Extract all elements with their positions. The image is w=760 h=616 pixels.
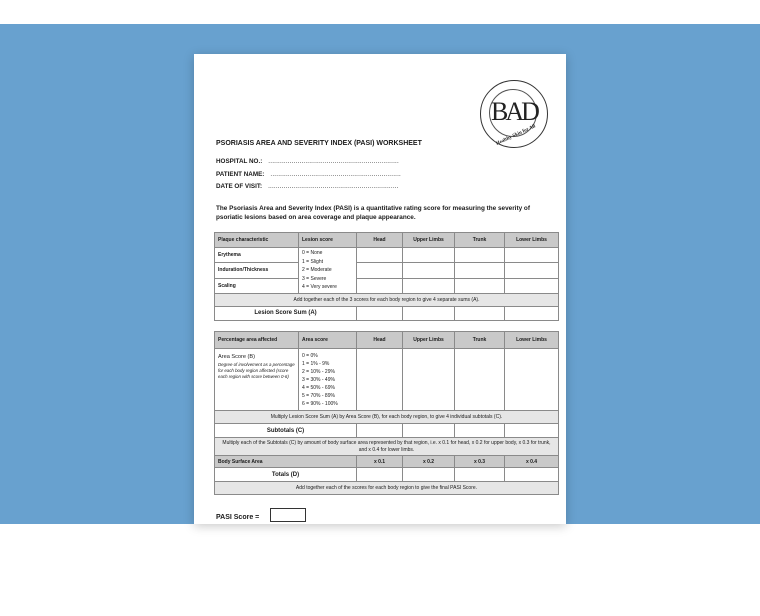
- sum-upper-limbs-cell[interactable]: [403, 306, 455, 320]
- erythema-label: Erythema: [215, 248, 299, 263]
- erythema-upper-limbs-cell[interactable]: [403, 248, 455, 263]
- date-of-visit-field[interactable]: [216, 183, 399, 190]
- area-score-table: [214, 331, 559, 495]
- head-header-2: Head: [357, 332, 403, 349]
- lesion-score-1: 1 = Slight: [302, 258, 323, 265]
- area-trunk-cell[interactable]: [455, 349, 505, 411]
- final-instruction: Add together each of the scores for each body region to give the final PASI Score.: [215, 482, 559, 495]
- bad-logo: [480, 80, 548, 148]
- area-score-description: [215, 349, 299, 411]
- patient-name-dots: ...................................................................: [270, 171, 402, 178]
- worksheet-title: PSORIASIS AREA AND SEVERITY INDEX (PASI) WORKSHEET: [216, 140, 422, 147]
- area-score-title: Area Score (B): [218, 354, 255, 360]
- pasi-score-box[interactable]: [270, 508, 306, 522]
- date-of-visit-dots: ...................................................................: [268, 183, 399, 190]
- area-lower-limbs-cell[interactable]: [505, 349, 559, 411]
- trunk-header-2: Trunk: [455, 332, 505, 349]
- scaling-upper-limbs-cell[interactable]: [403, 278, 455, 293]
- induration-label: Induration/Thickness: [215, 263, 299, 278]
- area-score-desc-text: Degree of involvement as a percentage for each body region affected (score each region with score between 0-6): [218, 362, 295, 379]
- lower-limbs-header: Lower Limbs: [505, 233, 559, 248]
- subtotal-upper-limbs-cell[interactable]: [403, 424, 455, 438]
- bsa-lower-limbs: x 0.4: [505, 456, 559, 468]
- upper-limbs-header: Upper Limbs: [403, 233, 455, 248]
- induration-upper-limbs-cell[interactable]: [403, 263, 455, 278]
- patient-name-label: PATIENT NAME:: [216, 171, 265, 178]
- area-score-key: [299, 349, 357, 411]
- area-score-4: 4 = 50% - 69%: [302, 384, 335, 391]
- upper-limbs-header-2: Upper Limbs: [403, 332, 455, 349]
- subtotal-lower-limbs-cell[interactable]: [505, 424, 559, 438]
- total-upper-limbs-cell[interactable]: [403, 468, 455, 482]
- scaling-lower-limbs-cell[interactable]: [505, 278, 559, 293]
- induration-head-cell[interactable]: [357, 263, 403, 278]
- bsa-instruction: Multiply each of the Subtotals (C) by amount of body surface area represented by that region, i.e. x 0.1 for head, x 0.2 for upper body, x 0.3 for trunk, and x 0.4 for lower limbs.: [215, 438, 559, 456]
- lesion-score-2: 2 = Moderate: [302, 267, 332, 274]
- area-head-cell[interactable]: [357, 349, 403, 411]
- lesion-score-header: Lesion score: [299, 233, 357, 248]
- intro-paragraph: The Psoriasis Area and Severity Index (PASI) is a quantitative rating score for measuring the severity of psoriatic lesions based on area coverage and plaque appearance.: [216, 205, 530, 221]
- date-of-visit-label: DATE OF VISIT:: [216, 183, 263, 190]
- erythema-lower-limbs-cell[interactable]: [505, 248, 559, 263]
- bsa-upper-limbs: x 0.2: [403, 456, 455, 468]
- totals-label: Totals (D): [215, 468, 357, 482]
- pasi-score-label: PASI Score =: [216, 514, 260, 521]
- hospital-no-label: HOSPITAL NO.:: [216, 158, 263, 165]
- plaque-characteristic-header: Plaque characteristic: [215, 233, 299, 248]
- induration-trunk-cell[interactable]: [455, 263, 505, 278]
- area-score-6: 6 = 90% - 100%: [302, 400, 338, 407]
- area-score-5: 5 = 70% - 89%: [302, 392, 335, 399]
- sum-lower-limbs-cell[interactable]: [505, 306, 559, 320]
- area-upper-limbs-cell[interactable]: [403, 349, 455, 411]
- scaling-trunk-cell[interactable]: [455, 278, 505, 293]
- subtotal-trunk-cell[interactable]: [455, 424, 505, 438]
- logo-monogram: BAD: [491, 97, 537, 126]
- sum-head-cell[interactable]: [357, 306, 403, 320]
- total-lower-limbs-cell[interactable]: [505, 468, 559, 482]
- scaling-label: Scaling: [215, 278, 299, 293]
- lesion-score-4: 4 = Very severe: [302, 284, 337, 291]
- bsa-label: Body Surface Area: [215, 456, 357, 468]
- multiply-instruction: Multiply Lesion Score Sum (A) by Area Score (B), for each body region, to give 4 individual subtotals (C).: [215, 411, 559, 424]
- sum-trunk-cell[interactable]: [455, 306, 505, 320]
- total-trunk-cell[interactable]: [455, 468, 505, 482]
- bsa-head: x 0.1: [357, 456, 403, 468]
- bsa-trunk: x 0.3: [455, 456, 505, 468]
- induration-lower-limbs-cell[interactable]: [505, 263, 559, 278]
- lesion-score-table: [214, 232, 559, 321]
- lesion-score-key: [299, 248, 357, 294]
- subtotal-head-cell[interactable]: [357, 424, 403, 438]
- area-score-header: Area score: [299, 332, 357, 349]
- percentage-area-header: Percentage area affected: [215, 332, 299, 349]
- subtotals-label: Subtotals (C): [215, 424, 357, 438]
- sum-instruction: Add together each of the 3 scores for each body region to give 4 separate sums (A).: [215, 293, 559, 306]
- lesion-score-3: 3 = Severe: [302, 275, 327, 282]
- area-score-1: 1 = 1% - 9%: [302, 360, 330, 367]
- area-score-2: 2 = 10% - 29%: [302, 368, 335, 375]
- area-score-0: 0 = 0%: [302, 352, 318, 359]
- erythema-trunk-cell[interactable]: [455, 248, 505, 263]
- scaling-head-cell[interactable]: [357, 278, 403, 293]
- logo-motto: Healthy Skin for All: [495, 124, 537, 147]
- lesion-score-sum-label: Lesion Score Sum (A): [215, 306, 357, 320]
- area-score-3: 3 = 30% - 49%: [302, 376, 335, 383]
- worksheet-page: [194, 54, 566, 524]
- lower-limbs-header-2: Lower Limbs: [505, 332, 559, 349]
- patient-name-field[interactable]: [216, 171, 401, 178]
- trunk-header: Trunk: [455, 233, 505, 248]
- erythema-head-cell[interactable]: [357, 248, 403, 263]
- hospital-no-field[interactable]: [216, 158, 399, 165]
- head-header: Head: [357, 233, 403, 248]
- hospital-no-dots: ...................................................................: [268, 158, 399, 165]
- lesion-score-0: 0 = None: [302, 250, 323, 256]
- total-head-cell[interactable]: [357, 468, 403, 482]
